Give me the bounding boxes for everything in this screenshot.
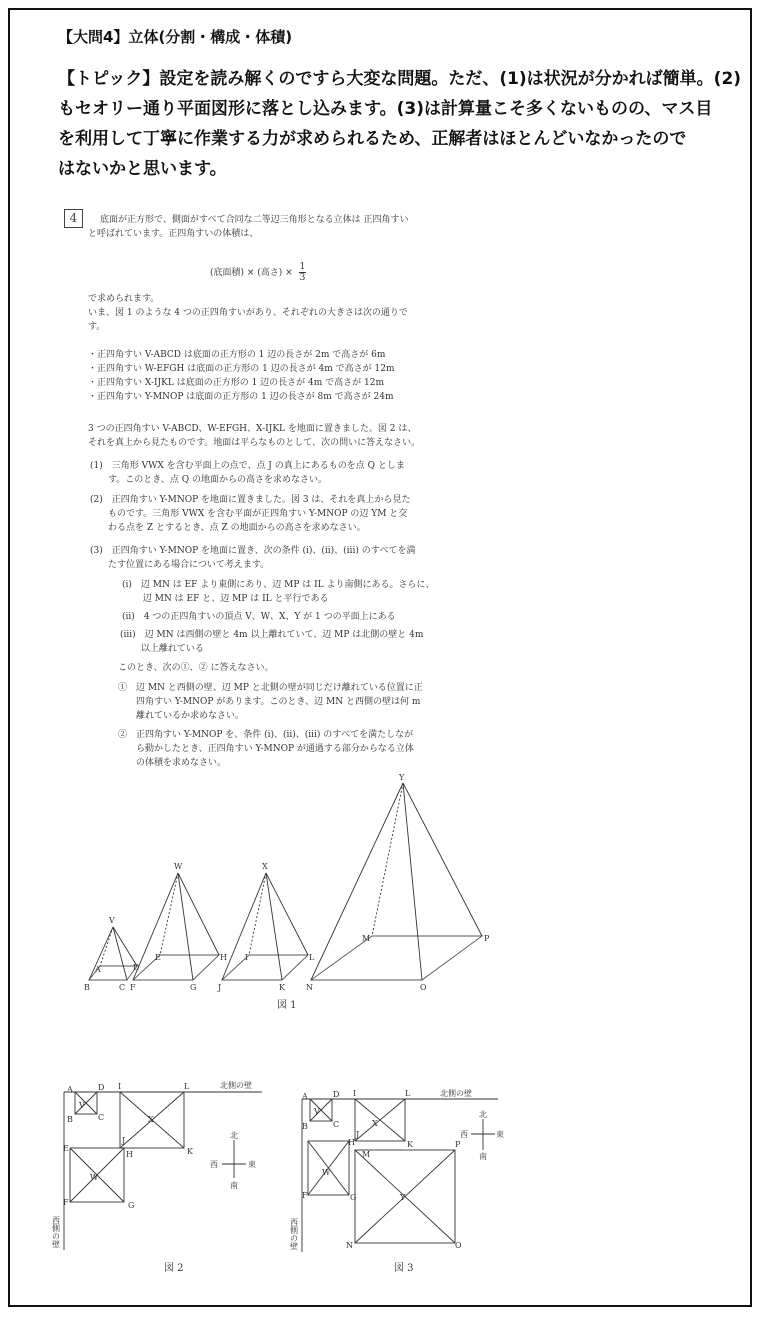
topic-line: はないかと思います。 [58,159,227,179]
pyramid-w [133,955,219,980]
fig2-label-j: J [122,1136,126,1145]
label-a: A [95,965,101,974]
figure-2 [64,1092,262,1250]
fig2-compass-east: 東 [248,1160,256,1169]
fig3-label-n: N [346,1241,353,1250]
fig2-label-d: D [98,1083,105,1092]
figure-3-caption: 図 3 [394,1263,414,1274]
text-line: 底面が正方形で、側面がすべて合同な二等辺三角形となる立体は 正四角すい [100,215,409,225]
fig3-label-g: G [350,1193,357,1202]
fig2-label-v: V [79,1101,85,1110]
fig3-label-c: C [333,1120,340,1129]
figure-3 [302,1099,498,1252]
label-w: W [174,862,183,871]
fig3-label-v: V [314,1107,320,1116]
sub-question: ① 辺 MN と西側の壁、辺 MP と北側の壁が同じだけ離れている位置に正 [118,683,423,693]
text-line: す。 [88,322,106,332]
text-line: と呼ばれています。正四角すいの体積は、 [88,229,259,239]
condition: (iii) 辺 MN は西側の壁と 4m 以上離れていて、辺 MP は北側の壁と 4m [120,630,424,640]
label-v: V [109,916,115,925]
fig3-label-m: M [362,1150,371,1159]
label-g: G [190,983,197,992]
pyramid-spec: ・正四角すい Y-MNOP は底面の正方形の 1 辺の長さが 8m で高さが 24m [88,392,394,402]
fig2-label-x: X [148,1115,154,1124]
fig2-label-i: I [118,1082,122,1091]
fig3-label-b: B [302,1122,308,1131]
question-2: (2) 正四角すい Y-MNOP を地面に置きました。図 3 は、それを真上から見た [90,495,411,505]
sub-question: ら動かしたとき、正四角すい Y-MNOP が通過する部分からなる立体 [118,744,414,754]
fig2-label-a: A [67,1085,73,1094]
figure-1-caption: 図 1 [277,1000,297,1011]
pyramid-spec: ・正四角すい W-EFGH は底面の正方形の 1 辺の長さが 4m で高さが 12m [88,364,395,374]
fig2-compass-west: 西 [210,1160,218,1169]
fig2-label-l: L [184,1082,190,1091]
fig3-north-wall: 北側の壁 [440,1089,472,1098]
label-f: F [130,983,136,992]
fig3-west-wall: 西側の壁 [289,1218,299,1250]
fig3-label-l: L [405,1089,411,1098]
label-o: O [420,983,427,992]
fig3-compass-south: 南 [479,1152,487,1161]
question-3: (3) 正四角すい Y-MNOP を地面に置き、次の条件 (i)、(ii)、(iii) のすべてを満 [90,546,416,556]
label-y: Y [399,773,405,782]
question-1: (1) 三角形 VWX を含む平面上の点で、点 J の真上にあるものを点 Q としま [90,461,405,471]
topic-line: もセオリー通り平面図形に落とし込みます。(3)は計算量こそ多くないものの、マス目 [58,99,713,119]
label-l: L [309,953,315,962]
sub-question: 離れているか求めなさい。 [118,711,245,721]
label-m: M [362,934,371,943]
fig3-label-a: A [302,1092,308,1101]
section-heading: 【大問4】立体(分割・構成・体積) [58,28,293,46]
fig3-label-f: F [302,1191,308,1200]
fig2-label-f: F [63,1198,69,1207]
fig2-label-b: B [67,1115,73,1124]
fig3-label-o: O [455,1241,462,1250]
text-line: 3 つの正四角すい V-ABCD、W-EFGH、X-IJKL を地面に置きました。図 2 は、 [88,424,417,434]
condition: 以上離れている [120,644,204,654]
label-c: C [119,983,126,992]
topic-line: 【トピック】設定を読み解くのですら大変な問題。ただ、(1)は状況が分かれば簡単。(2) [58,69,742,89]
sub-question: 四角すい Y-MNOP があります。このとき、辺 MN と西側の壁は何 m [118,697,421,707]
fig3-label-p: P [455,1140,461,1149]
fig3-label-x: X [372,1119,378,1128]
sub-question: の体積を求めなさい。 [118,758,227,768]
condition: (ii) 4 つの正四角すいの頂点 V、W、X、Y が 1 つの平面上にある [122,612,396,622]
fig3-compass-north: 北 [479,1110,487,1119]
sub-question: ② 正四角すい Y-MNOP を、条件 (i)、(ii)、(iii) のすべてを満たしなが [118,730,414,740]
label-b: B [84,983,90,992]
fig3-compass-west: 西 [460,1130,468,1139]
formula-text: (底面積) × (高さ) × [210,268,293,278]
fig2-label-k: K [187,1147,193,1156]
label-h: H [220,953,227,962]
fig3-label-i: I [353,1089,357,1098]
fig2-compass-south: 南 [230,1181,238,1190]
fig3-label-k: K [407,1140,413,1149]
fig2-label-g: G [128,1201,135,1210]
text-line: このとき、次の①、② に答えなさい。 [118,663,274,673]
fig3-label-w: W [322,1168,331,1177]
pyramid-spec: ・正四角すい V-ABCD は底面の正方形の 1 辺の長さが 2m で高さが 6m [88,350,386,360]
figure-2-caption: 図 2 [164,1263,184,1274]
pyramid-spec: ・正四角すい X-IJKL は底面の正方形の 1 辺の長さが 4m で高さが 12m [88,378,384,388]
text-line: それを真上から見たものです。地面は平らなものとして、次の問いに答えなさい。 [88,438,421,448]
fig2-north-wall: 北側の壁 [220,1081,252,1090]
question-3: たす位置にある場合について考えます。 [90,560,270,570]
label-x: X [262,862,268,871]
text-line: で求められます。 [88,294,160,304]
fig3-label-y: Y [400,1193,406,1202]
fraction-denominator: 3 [299,273,306,283]
fig2-west-wall: 西側の壁 [51,1216,61,1248]
condition: (i) 辺 MN は EF より東側にあり、辺 MP は IL より南側にある。さらに、 [122,580,435,590]
text-line: いま、図 1 のような 4 つの正四角すいがあり、それぞれの大きさは次の通りで [88,308,408,318]
fig3-label-h: H [348,1138,355,1147]
label-j: J [218,983,222,992]
topic-line: を利用して丁寧に作業する力が求められるため、正解者はほとんどいなかったので [58,129,687,149]
label-n: N [306,983,313,992]
question-2: わる点を Z とするとき、点 Z の地面からの高さを求めなさい。 [90,523,366,533]
fig2-label-h: H [126,1150,133,1159]
condition: 辺 MN は EF と、辺 MP は IL と平行である [122,594,329,604]
fig2-compass-north: 北 [230,1131,238,1140]
pyramid-y [311,936,482,980]
question-1: す。このとき、点 Q の地面からの高さを求めなさい。 [90,475,328,485]
label-k: K [279,983,285,992]
fig3-label-j: J [356,1130,360,1139]
label-p: P [484,934,490,943]
label-i: I [245,953,249,962]
label-e: E [155,953,161,962]
fig3-compass-east: 東 [496,1130,504,1139]
pyramid-x [222,955,308,980]
problem-number: 4 [64,209,83,228]
fig2-label-c: C [98,1113,105,1122]
fig3-label-d: D [333,1090,340,1099]
fig2-label-e: E [63,1144,69,1153]
label-d: D [133,963,140,972]
question-2: ものです。三角形 VWX を含む平面が正四角すい Y-MNOP の辺 YM と交 [90,509,408,519]
fraction-numerator: 1 [299,262,306,272]
fig2-label-w: W [90,1173,99,1182]
